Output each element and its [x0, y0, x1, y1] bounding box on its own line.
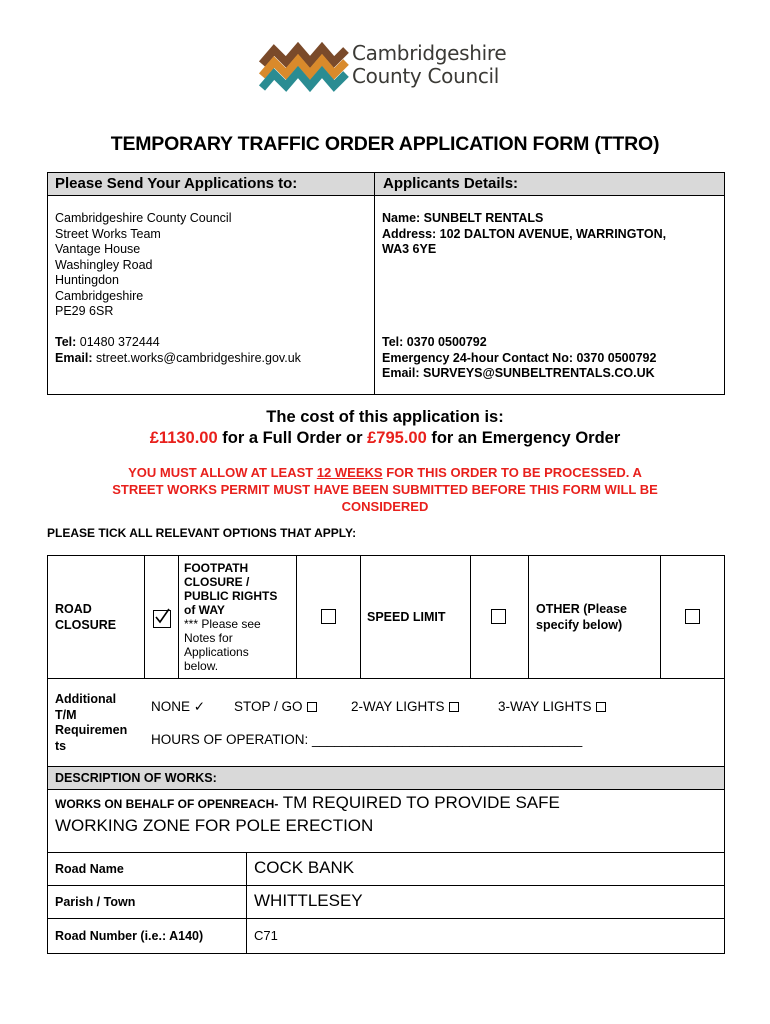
- tm-stop-go-label: STOP / GO: [234, 699, 303, 714]
- footpath-note: *** Please see: [184, 617, 261, 631]
- address-line: PE29 6SR: [55, 304, 114, 318]
- three-way-checkbox[interactable]: [596, 702, 606, 712]
- footpath-label: [184, 561, 277, 673]
- road-closure-checkbox[interactable]: [153, 610, 171, 628]
- applicant-email: Email: SURVEYS@SUNBELTRENTALS.CO.UK: [382, 366, 655, 380]
- tm-none-label: NONE: [151, 699, 191, 714]
- description-text: WORKING ZONE FOR POLE ERECTION: [55, 816, 374, 835]
- footpath-note: below.: [184, 659, 219, 673]
- tm-label-text: Additional: [55, 692, 117, 706]
- footpath-text: FOOTPATH: [184, 561, 249, 575]
- road-closure-text: ROAD: [55, 602, 92, 616]
- logo-line-2: County Council: [352, 64, 500, 88]
- tick-instruction: PLEASE TICK ALL RELEVANT OPTIONS THAT APPLY:: [47, 526, 357, 540]
- description-header: [48, 767, 724, 789]
- road-name-value[interactable]: COCK BANK: [254, 858, 355, 877]
- form-title: TEMPORARY TRAFFIC ORDER APPLICATION FORM (TTRO): [110, 133, 660, 155]
- speed-limit-label: SPEED LIMIT: [367, 610, 446, 624]
- tm-options: [151, 699, 205, 715]
- send-to-address: [55, 211, 231, 320]
- checkmark-icon: [153, 608, 171, 626]
- road-number-value[interactable]: C71: [254, 928, 278, 943]
- cost-text: for an Emergency Order: [426, 429, 621, 447]
- warning-notice: [0, 464, 770, 515]
- address-line: Huntingdon: [55, 273, 119, 287]
- warning-text: STREET WORKS PERMIT MUST HAVE BEEN SUBMITTED BEFORE THIS FORM WILL BE: [112, 482, 658, 497]
- applicant-header: [375, 173, 724, 195]
- council-logo: [258, 42, 518, 98]
- footpath-note: Applications: [184, 645, 249, 659]
- tm-label-text: Requiremen: [55, 723, 128, 737]
- tm-none[interactable]: [151, 699, 205, 714]
- address-line: Cambridgeshire: [55, 288, 144, 303]
- emergency-order-price: £795.00: [367, 429, 427, 447]
- send-to-heading: Please Send Your Applications to:: [55, 175, 298, 192]
- cost-section: [0, 407, 770, 449]
- options-table: [47, 555, 725, 954]
- tm-label: [55, 692, 127, 754]
- tm-three-way[interactable]: [498, 699, 606, 714]
- other-label: [536, 602, 627, 633]
- applicant-details: [382, 211, 666, 258]
- road-name-label: Road Name: [55, 862, 124, 876]
- footpath-text: PUBLIC RIGHTS: [184, 589, 278, 603]
- description-text: TM REQUIRED TO PROVIDE SAFE: [278, 793, 560, 812]
- applicant-heading: Applicants Details:: [383, 175, 519, 192]
- council-email: street.works@cambridgeshire.gov.uk: [96, 350, 301, 365]
- tm-two-way[interactable]: [351, 699, 459, 714]
- tel-label: Tel:: [55, 335, 77, 349]
- road-closure-text: CLOSURE: [55, 617, 117, 632]
- full-order-price: £1130.00: [149, 429, 218, 447]
- hours-of-operation[interactable]: HOURS OF OPERATION: ____________________________________: [151, 732, 583, 747]
- footpath-checkbox[interactable]: [321, 609, 336, 624]
- footpath-text: of WAY: [184, 603, 225, 617]
- wave-logo-icon: [258, 42, 350, 94]
- other-text: OTHER (Please: [536, 602, 628, 616]
- applicant-address-2: WA3 6YE: [382, 242, 437, 256]
- warning-weeks: 12 WEEKS: [316, 465, 383, 480]
- tm-three-way-label: 3-WAY LIGHTS: [498, 699, 592, 714]
- other-text: specify below): [536, 617, 623, 632]
- contact-table: [47, 172, 725, 395]
- applicant-contact: [382, 335, 656, 382]
- other-checkbox[interactable]: [685, 609, 700, 624]
- speed-limit-checkbox[interactable]: [491, 609, 506, 624]
- tm-stop-go[interactable]: [234, 699, 317, 714]
- tick-icon: ✓: [193, 699, 206, 714]
- applicant-emergency: Emergency 24-hour Contact No: 0370 0500792: [382, 350, 657, 365]
- cost-text: for a Full Order or: [217, 429, 368, 447]
- description-heading: DESCRIPTION OF WORKS:: [55, 771, 217, 785]
- warning-text: YOU MUST ALLOW AT LEAST: [128, 465, 317, 480]
- applicant-name: Name: SUNBELT RENTALS: [382, 211, 544, 225]
- footpath-text: CLOSURE /: [184, 575, 250, 589]
- council-tel: 01480 372444: [79, 335, 160, 349]
- stop-go-checkbox[interactable]: [307, 702, 317, 712]
- address-line: Vantage House: [55, 242, 141, 256]
- tm-two-way-label: 2-WAY LIGHTS: [351, 699, 445, 714]
- cost-line: [0, 428, 770, 449]
- address-line: Washingley Road: [55, 257, 153, 272]
- tm-label-text: T/M: [55, 707, 77, 722]
- applicant-tel: Tel: 0370 0500792: [382, 335, 487, 349]
- description-of-works[interactable]: [55, 792, 715, 836]
- send-to-header: [48, 173, 374, 195]
- road-closure-label: [55, 602, 116, 633]
- road-number-label: Road Number (i.e.: A140): [55, 929, 204, 943]
- applicant-address-1: Address: 102 DALTON AVENUE, WARRINGTON,: [382, 226, 667, 241]
- address-line: Cambridgeshire County Council: [55, 211, 232, 225]
- parish-label: Parish / Town: [55, 895, 136, 909]
- logo-line-1: Cambridgeshire: [352, 41, 507, 65]
- email-label: Email:: [55, 350, 93, 365]
- warning-text: CONSIDERED: [341, 499, 429, 514]
- send-to-contact: [55, 335, 301, 366]
- warning-text: FOR THIS ORDER TO BE PROCESSED. A: [382, 465, 642, 480]
- two-way-checkbox[interactable]: [449, 702, 459, 712]
- tm-label-text: ts: [55, 738, 67, 753]
- description-prefix: WORKS ON BEHALF OF OPENREACH-: [55, 797, 279, 811]
- cost-heading: The cost of this application is:: [266, 408, 504, 426]
- parish-value[interactable]: WHITTLESEY: [254, 891, 363, 910]
- address-line: Street Works Team: [55, 226, 161, 241]
- footpath-note: Notes for: [184, 631, 233, 645]
- logo-wordmark: [352, 42, 506, 88]
